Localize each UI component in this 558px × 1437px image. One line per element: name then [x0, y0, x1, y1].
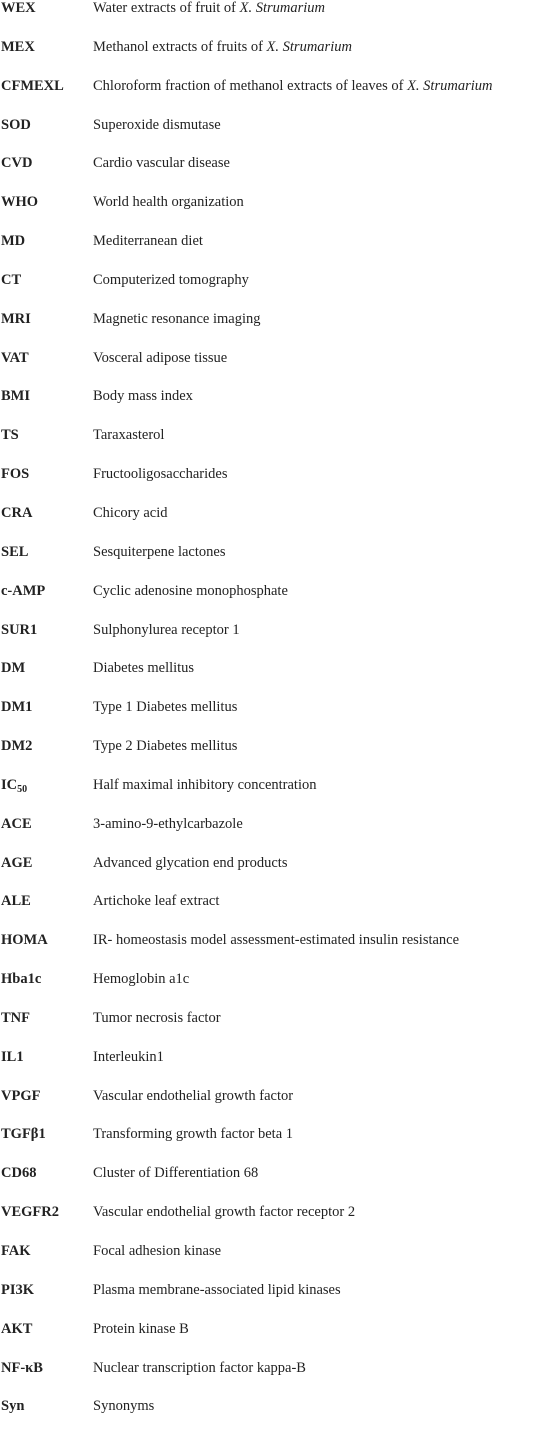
abbreviation-definition-text: Advanced glycation end products [93, 854, 288, 871]
abbreviation-definition-text: Plasma membrane-associated lipid kinases [93, 1281, 341, 1298]
abbreviation-definition [93, 660, 194, 676]
abbreviation-term-text: CFMEXL [1, 77, 64, 94]
abbreviation-term-text: ACE [1, 815, 32, 832]
abbreviation-definition-text: Artichoke leaf extract [93, 893, 220, 910]
abbreviation-definition-text: Nuclear transcription factor kappa-B [93, 1359, 306, 1376]
abbreviation-row [0, 1049, 558, 1088]
abbreviation-term-text: VPGF [1, 1087, 41, 1104]
abbreviation-term [1, 660, 25, 676]
abbreviation-term-text: NF-κB [1, 1359, 43, 1376]
abbreviation-row [0, 738, 558, 777]
abbreviation-term [1, 155, 32, 171]
abbreviation-row [0, 1088, 558, 1127]
abbreviation-term-text: AGE [1, 854, 33, 871]
abbreviation-row [0, 427, 558, 466]
abbreviation-term [1, 466, 29, 482]
abbreviation-term [1, 893, 31, 909]
abbreviation-term [1, 233, 25, 249]
abbreviation-definition-text: Synonyms [93, 1398, 155, 1415]
abbreviation-term [1, 311, 31, 327]
abbreviation-term-text: CVD [1, 155, 33, 172]
abbreviation-row [0, 1282, 558, 1321]
abbreviation-definition-text: Taraxasterol [93, 427, 165, 444]
abbreviation-term-text: DM2 [1, 738, 33, 755]
abbreviation-definition [93, 1243, 221, 1259]
abbreviation-term [1, 117, 31, 133]
abbreviation-term [1, 1360, 43, 1376]
abbreviation-definition-text: 3-amino-9-ethylcarbazole [93, 815, 243, 832]
species-name: X. Strumarium [266, 38, 352, 55]
abbreviation-definition-text: Magnetic resonance imaging [93, 310, 261, 327]
abbreviation-definition-text: Vascular endothelial growth factor receptor 2 [93, 1204, 356, 1221]
abbreviation-term-text: BMI [1, 388, 30, 405]
abbreviation-definition-text: Superoxide dismutase [93, 116, 221, 133]
abbreviation-definition-text: Sulphonylurea receptor 1 [93, 621, 240, 638]
abbreviation-term [1, 1282, 34, 1298]
abbreviation-row [0, 1204, 558, 1243]
abbreviation-definition [93, 78, 492, 94]
abbreviation-term [1, 699, 32, 715]
abbreviation-definition-text: World health organization [93, 194, 244, 211]
abbreviation-term [1, 1165, 36, 1181]
abbreviation-term [1, 1204, 59, 1220]
abbreviation-definition [93, 1010, 221, 1026]
abbreviation-definition [93, 505, 168, 521]
abbreviation-term [1, 0, 36, 16]
abbreviation-definition-text: Fructooligosaccharides [93, 466, 228, 483]
abbreviation-term-text: VEGFR2 [1, 1204, 59, 1221]
abbreviation-row [0, 622, 558, 661]
abbreviation-definition-text: Cluster of Differentiation 68 [93, 1165, 259, 1182]
abbreviation-term [1, 855, 32, 871]
abbreviation-term-subscript: 50 [17, 783, 28, 795]
abbreviation-definition-text: Water extracts of fruit of [93, 0, 240, 16]
abbreviation-row [0, 1243, 558, 1282]
abbreviation-term [1, 39, 35, 55]
abbreviation-definition-text: Diabetes mellitus [93, 660, 195, 677]
abbreviation-row [0, 699, 558, 738]
abbreviation-term [1, 505, 32, 521]
abbreviation-term-text: FAK [1, 1243, 31, 1259]
abbreviation-definition-text: Transforming growth factor beta 1 [93, 1126, 294, 1143]
abbreviation-row [0, 0, 558, 39]
abbreviation-term [1, 622, 37, 638]
abbreviation-term [1, 194, 38, 210]
abbreviation-term-text: VAT [1, 349, 29, 366]
abbreviation-term [1, 78, 64, 94]
abbreviation-term-text: WHO [1, 194, 39, 211]
abbreviation-term-text: SEL [1, 543, 29, 560]
abbreviation-definition-text: Hemoglobin a1c [93, 971, 190, 988]
abbreviation-term-text: WEX [1, 0, 36, 16]
abbreviation-row [0, 78, 558, 117]
abbreviation-row [0, 466, 558, 505]
abbreviation-term [1, 1398, 24, 1414]
abbreviation-term [1, 1010, 30, 1026]
abbreviation-row [0, 505, 558, 544]
abbreviation-term [1, 738, 32, 754]
abbreviation-row [0, 893, 558, 932]
abbreviation-definition [93, 1049, 164, 1065]
abbreviation-definition [93, 1126, 293, 1142]
abbreviation-term [1, 777, 27, 795]
abbreviation-row [0, 388, 558, 427]
abbreviation-definition [93, 544, 225, 560]
abbreviation-row [0, 311, 558, 350]
abbreviation-row [0, 660, 558, 699]
abbreviation-row [0, 1398, 558, 1437]
abbreviation-term [1, 971, 41, 987]
abbreviation-definition-text: Methanol extracts of fruits of [93, 38, 267, 55]
abbreviation-definition [93, 350, 227, 366]
abbreviation-definition [93, 1204, 355, 1220]
abbreviation-definition-text: Chloroform fraction of methanol extracts of leaves of [93, 77, 408, 94]
abbreviation-definition-text: Vosceral adipose tissue [93, 349, 228, 366]
abbreviation-row [0, 1126, 558, 1165]
abbreviation-definition-text: Cyclic adenosine monophosphate [93, 582, 288, 599]
abbreviation-term [1, 544, 28, 560]
abbreviation-row [0, 816, 558, 855]
abbreviation-term-text: MD [1, 233, 26, 250]
abbreviation-row [0, 350, 558, 389]
abbreviation-term-text: PI3K [1, 1281, 35, 1298]
abbreviation-definition [93, 388, 193, 404]
abbreviation-term [1, 1126, 46, 1142]
abbreviation-term-text: MEX [1, 38, 35, 55]
abbreviation-definition [93, 233, 203, 249]
abbreviation-term-text: CT [1, 271, 22, 288]
abbreviation-definition-text: Chicory acid [93, 504, 168, 521]
abbreviation-row [0, 117, 558, 156]
abbreviation-term [1, 932, 48, 948]
abbreviation-term [1, 1321, 32, 1337]
species-name: X. Strumarium [239, 0, 325, 16]
abbreviation-definition-text: Type 1 Diabetes mellitus [93, 699, 238, 716]
abbreviation-row [0, 583, 558, 622]
abbreviation-term-text: SOD [1, 116, 31, 133]
abbreviation-definition [93, 816, 243, 832]
abbreviation-definition [93, 1398, 154, 1414]
abbreviation-term-text: MRI [1, 310, 31, 327]
abbreviation-term-text: ALE [1, 893, 31, 910]
species-name: X. Strumarium [407, 77, 493, 94]
abbreviation-row [0, 777, 558, 816]
abbreviation-definition [93, 893, 219, 909]
abbreviation-definition-text: Tumor necrosis factor [93, 1009, 221, 1026]
abbreviation-term-text: FOS [1, 466, 30, 483]
abbreviation-term-text: Syn [1, 1398, 25, 1415]
abbreviation-term-text: TNF [1, 1009, 30, 1026]
abbreviation-definition [93, 272, 249, 288]
abbreviation-row [0, 855, 558, 894]
abbreviation-term-text: SUR1 [1, 621, 38, 638]
abbreviation-definition [93, 971, 189, 987]
abbreviation-definition [93, 738, 237, 754]
abbreviation-definition-text: Body mass index [93, 388, 193, 405]
abbreviation-term-text: Hba1c [1, 971, 42, 988]
abbreviation-definition [93, 155, 230, 171]
abbreviation-term [1, 1049, 24, 1065]
abbreviation-definition-text: Type 2 Diabetes mellitus [93, 738, 238, 755]
abbreviation-term [1, 350, 29, 366]
abbreviation-definition-text: IR- homeostasis model assessment-estimated insulin resistance [93, 932, 460, 949]
abbreviation-row [0, 544, 558, 583]
abbreviation-definition-text: Mediterranean diet [93, 233, 203, 250]
abbreviation-definition-text: Focal adhesion kinase [93, 1243, 222, 1259]
abbreviation-term [1, 427, 19, 443]
abbreviation-term [1, 816, 32, 832]
abbreviation-definition [93, 583, 288, 599]
abbreviation-row [0, 971, 558, 1010]
abbreviation-definition [93, 1321, 189, 1337]
abbreviation-row [0, 272, 558, 311]
abbreviation-term-text: HOMA [1, 932, 48, 949]
abbreviation-definition-text: Computerized tomography [93, 271, 249, 288]
abbreviation-row [0, 932, 558, 971]
abbreviation-definition-text: Interleukin1 [93, 1048, 164, 1065]
abbreviation-definition [93, 39, 352, 55]
abbreviation-term-text: AKT [1, 1320, 33, 1337]
abbreviation-term-text: CRA [1, 504, 33, 521]
abbreviation-row [0, 155, 558, 194]
abbreviation-row [0, 1321, 558, 1360]
abbreviation-definition [93, 1282, 341, 1298]
abbreviation-term [1, 583, 45, 599]
abbreviation-definition [93, 311, 261, 327]
abbreviation-term [1, 272, 21, 288]
abbreviation-definition [93, 932, 459, 948]
abbreviation-definition-text: Half maximal inhibitory concentration [93, 776, 317, 793]
abbreviation-row [0, 1010, 558, 1049]
abbreviation-term-text: TS [1, 427, 19, 444]
abbreviation-term-text: CD68 [1, 1165, 37, 1182]
abbreviation-definition [93, 0, 325, 16]
abbreviation-definition [93, 699, 237, 715]
abbreviation-definition [93, 622, 240, 638]
abbreviation-definition [93, 466, 228, 482]
abbreviation-row [0, 1165, 558, 1204]
abbreviation-term-text: DM [1, 660, 26, 677]
abbreviation-term-text: TGFβ1 [1, 1126, 46, 1143]
abbreviation-row [0, 1360, 558, 1399]
abbreviation-definition [93, 427, 164, 443]
abbreviation-term-text: DM1 [1, 699, 33, 716]
abbreviation-row [0, 39, 558, 78]
abbreviation-definition [93, 777, 316, 793]
abbreviation-definition [93, 855, 287, 871]
abbreviation-definition [93, 117, 221, 133]
abbreviation-row [0, 233, 558, 272]
abbreviation-definition-text: Vascular endothelial growth factor [93, 1087, 294, 1104]
abbreviation-definition-text: Sesquiterpene lactones [93, 543, 226, 560]
abbreviation-term [1, 1243, 31, 1259]
abbreviation-term-text: IC [1, 776, 18, 793]
abbreviation-term [1, 1088, 40, 1104]
abbreviation-definition [93, 194, 244, 210]
abbreviation-row [0, 194, 558, 233]
abbreviation-definition-text: Protein kinase B [93, 1320, 189, 1337]
abbreviation-term-text: c-AMP [1, 582, 46, 599]
abbreviation-term-text: IL1 [1, 1048, 24, 1065]
abbreviation-definition [93, 1360, 306, 1376]
abbreviation-definition-text: Cardio vascular disease [93, 155, 230, 172]
abbreviation-definition [93, 1165, 258, 1181]
abbreviation-definition [93, 1088, 293, 1104]
abbreviation-term [1, 388, 30, 404]
